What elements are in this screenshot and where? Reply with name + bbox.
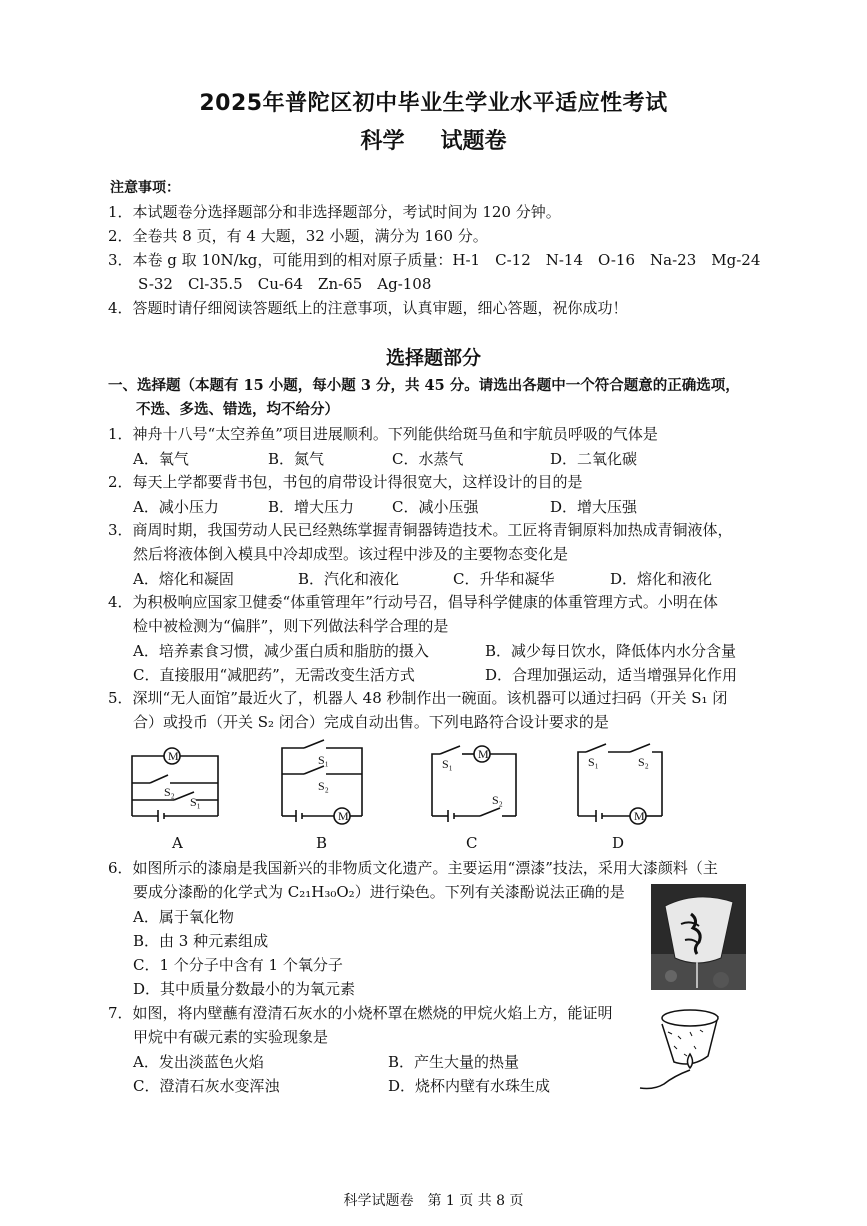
motor-d-label: M xyxy=(634,809,645,823)
q3-option-a: A．熔化和凝固 xyxy=(133,570,234,588)
q6-stem-cont: 要成分漆酚的化学式为 C₂₁H₃₀O₂）进行染色。下列有关漆酚说法正确的是 xyxy=(133,883,625,901)
page-footer: 科学试题卷 第 1 页 共 8 页 xyxy=(343,1193,524,1209)
q3-option-b: B．汽化和液化 xyxy=(298,570,400,588)
circuit-c-caption: C xyxy=(466,834,478,852)
q4-option-c: C．直接服用“减肥药”，无需改变生活方式 xyxy=(133,666,415,684)
q3-stem-cont: 然后将液体倒入模具中冷却成型。该过程中涉及的主要物态变化是 xyxy=(133,545,569,563)
q3-option-c: C．升华和凝华 xyxy=(453,570,555,588)
s1-b-label: S₁ xyxy=(318,753,329,767)
q5-stem: 5．深圳“无人面馆”最近火了，机器人 48 秒制作出一碗面。该机器可以通过扫码（开关 S₁ 闭 xyxy=(108,689,728,707)
q1-option-c: C．水蒸气 xyxy=(392,450,464,468)
q7-stem: 7．如图，将内壁蘸有澄清石灰水的小烧杯罩在燃烧的甲烷火焰上方，能证明 xyxy=(108,1004,613,1022)
q5-stem-cont: 合）或投币（开关 S₂ 闭合）完成自动出售。下列电路符合设计要求的是 xyxy=(133,713,609,731)
subject-label: 科学 xyxy=(360,129,405,154)
q1-option-d: D．二氧化碳 xyxy=(550,450,638,468)
s2-a-label: S₂ xyxy=(164,785,175,799)
notice-heading: 注意事项： xyxy=(110,180,180,196)
q6-option-d: D．其中质量分数最小的为氧元素 xyxy=(133,980,356,998)
exam-title: 2025年普陀区初中毕业生学业水平适应性考试 xyxy=(199,91,668,116)
s2-b-label: S₂ xyxy=(318,779,329,793)
notice-3-cont: S-32 Cl-35.5 Cu-64 Zn-65 Ag-108 xyxy=(108,275,432,293)
notice-3: 3．本卷 g 取 10N/kg，可能用到的相对原子质量：H-1 C-12 N-14 O-16 Na-23 Mg-24 xyxy=(108,251,761,269)
q4-option-a: A．培养素食习惯，减少蛋白质和脂肪的摄入 xyxy=(133,642,429,660)
q6-option-c: C．1 个分子中含有 1 个氧分子 xyxy=(133,956,343,974)
q1-option-b: B．氮气 xyxy=(268,450,325,468)
q7-option-a: A．发出淡蓝色火焰 xyxy=(133,1053,264,1071)
q7-option-c: C．澄清石灰水变浑浊 xyxy=(133,1077,280,1095)
circuit-a-caption: A xyxy=(172,834,183,852)
q4-stem-cont: 检中被检测为“偏胖”，则下列做法科学合理的是 xyxy=(133,617,449,635)
q1-stem: 1．神舟十八号“太空养鱼”项目进展顺利。下列能供给斑马鱼和宇航员呼吸的气体是 xyxy=(108,425,658,443)
q4-option-d: D．合理加强运动，适当增强异化作用 xyxy=(485,666,738,684)
q2-option-c: C．减小压强 xyxy=(392,498,479,516)
circuit-b-caption: B xyxy=(316,834,328,852)
s1-c-label: S₁ xyxy=(442,757,453,771)
exam-subtitle xyxy=(0,124,867,155)
s1-a-label: S₁ xyxy=(190,795,201,809)
q7-option-d: D．烧杯内壁有水珠生成 xyxy=(388,1077,551,1095)
q3-stem: 3．商周时期，我国劳动人民已经熟练掌握青铜器铸造技术。工匠将青铜原料加热成青铜液体， xyxy=(108,521,733,539)
q7-stem-cont: 甲烷中有碳元素的实验现象是 xyxy=(133,1028,329,1046)
notice-1: 1．本试题卷分选择题部分和非选择题部分，考试时间为 120 分钟。 xyxy=(108,203,561,221)
q7-option-b: B．产生大量的热量 xyxy=(388,1053,520,1071)
s1-d-label: S₁ xyxy=(588,755,599,769)
q1-option-a: A．氧气 xyxy=(133,450,189,468)
motor-a-label: M xyxy=(168,749,179,763)
s2-d-label: S₂ xyxy=(638,755,649,769)
q4-option-b: B．减少每日饮水，降低体内水分含量 xyxy=(485,642,737,660)
motor-c-label: M xyxy=(478,747,489,761)
motor-b-label: M xyxy=(338,809,349,823)
section-title: 选择题部分 xyxy=(385,347,481,369)
part-heading: 一、选择题（本题有 15 小题，每小题 3 分，共 45 分。请选出各题中一个符合题意的正确选项， xyxy=(108,377,740,394)
part-heading-cont: 不选、多选、错选，均不给分） xyxy=(136,401,339,418)
q6-option-a: A．属于氧化物 xyxy=(133,908,234,926)
q2-option-a: A．减小压力 xyxy=(133,498,219,516)
notice-4: 4．答题时请仔细阅读答题纸上的注意事项，认真审题，细心答题，祝你成功！ xyxy=(108,299,628,317)
paper-label: 试题卷 xyxy=(440,129,507,154)
circuit-d-caption: D xyxy=(612,834,625,852)
lacquer-fan-image xyxy=(651,884,746,990)
s2-c-label: S₂ xyxy=(492,793,503,807)
q6-stem: 6．如图所示的漆扇是我国新兴的非物质文化遗产。主要运用“漂漆”技法，采用大漆颜料（主 xyxy=(108,859,718,877)
notice-2: 2．全卷共 8 页，有 4 大题，32 小题，满分为 160 分。 xyxy=(108,227,488,245)
q6-option-b: B．由 3 种元素组成 xyxy=(133,932,269,950)
q2-option-d: D．增大压强 xyxy=(550,498,638,516)
beaker-flame-image xyxy=(634,1002,730,1094)
q2-stem: 2．每天上学都要背书包，书包的肩带设计得很宽大，这样设计的目的是 xyxy=(108,473,583,491)
q4-stem: 4．为积极响应国家卫健委“体重管理年”行动号召，倡导科学健康的体重管理方式。小明在体 xyxy=(108,593,718,611)
q2-option-b: B．增大压力 xyxy=(268,498,355,516)
q3-option-d: D．熔化和液化 xyxy=(610,570,713,588)
q5-circuit-diagrams xyxy=(120,738,760,850)
